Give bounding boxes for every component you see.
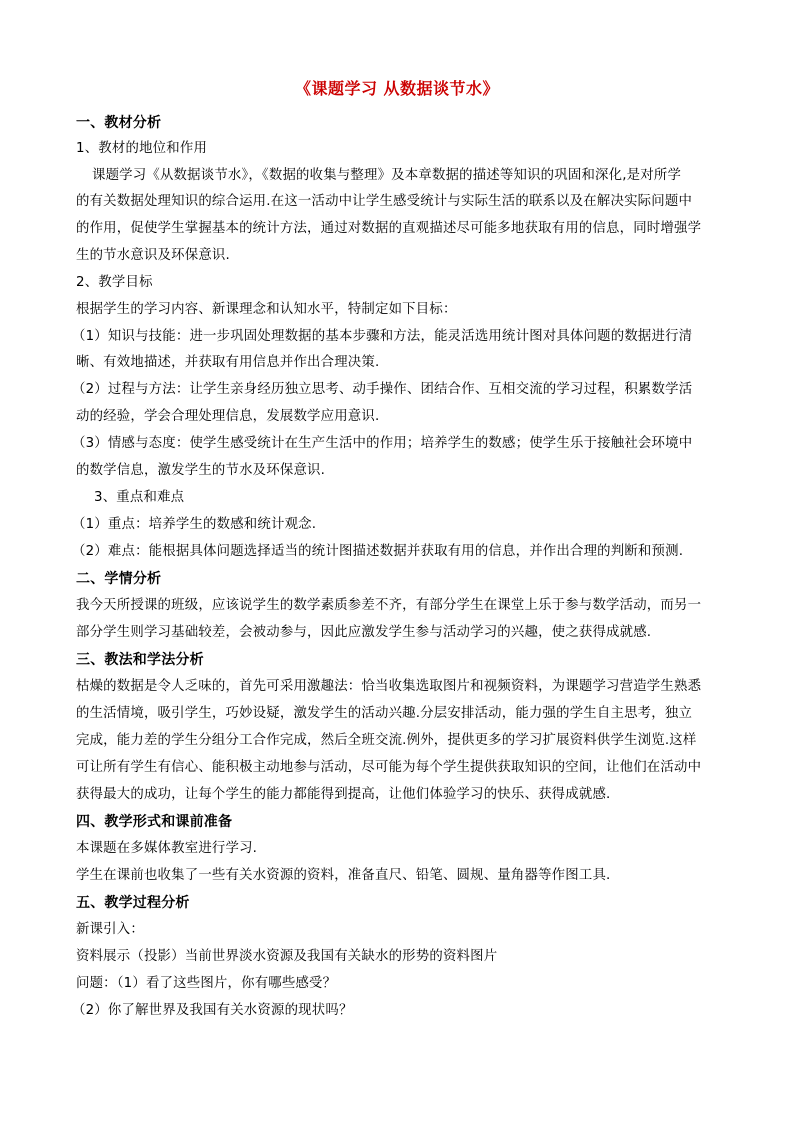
question-line: 问题：（1）看了这些图片，你有哪些感受？ <box>76 976 337 991</box>
goal-line: 的数学信息，激发学生的节水及环保意识. <box>76 463 326 478</box>
section-heading-4: 四、教学形式和课前准备 <box>76 814 233 830</box>
paragraph-line: 课题学习《从数据谈节水》，《数据的收集与整理》及本章数据的描述等知识的巩固和深化,是对所学 <box>92 168 682 183</box>
subheading-1-3: 3、重点和难点 <box>94 490 185 505</box>
section-heading-3: 三、教法和学法分析 <box>76 652 204 668</box>
goal-line: 动的经验，学会合理处理信息，发展数学应用意识. <box>76 409 380 424</box>
paragraph-line: 根据学生的学习内容、新课理念和认知水平，特制定如下目标： <box>76 302 457 317</box>
section-heading-2: 二、学情分析 <box>76 571 162 587</box>
paragraph-line: 的有关数据处理知识的综合运用.在这一活动中让学生感受统计与实际生活的联系以及在解决实际问题中 <box>76 194 693 209</box>
question-line: （2）你了解世界及我国有关水资源的现状吗？ <box>72 1003 353 1018</box>
subheading-1-2: 2、教学目标 <box>76 275 153 290</box>
paragraph-line: 资料展示（投影）当前世界淡水资源及我国有关缺水的形势的资料图片 <box>76 949 498 964</box>
goal-line: 晰、有效地描述，并获取有用信息并作出合理决策. <box>76 355 380 370</box>
paragraph-line: 的生活情境，吸引学生，巧妙设疑，激发学生的活动兴趣.分层安排活动，能力强的学生自主思考，独立 <box>76 706 693 721</box>
paragraph-line: 本课题在多媒体教室进行学习. <box>76 841 258 856</box>
paragraph-line: 我今天所授课的班级，应该说学生的数学素质参差不齐，有部分学生在课堂上乐于参与数学活动，而另一 <box>76 598 702 613</box>
paragraph-line: 部分学生则学习基础较差，会被动参与，因此应激发学生参与活动学习的兴趣，使之获得成就感. <box>76 625 652 640</box>
paragraph-line: 可让所有学生有信心、能积极主动地参与活动，尽可能为每个学生提供获取知识的空间，让他们在活动中 <box>76 760 702 775</box>
paragraph-line: 生的节水意识及环保意识. <box>76 248 230 263</box>
goal-line: （3）情感与态度：使学生感受统计在生产生活中的作用；培养学生的数感；使学生乐于接触社会环境中 <box>72 436 693 451</box>
goal-line: （2）过程与方法：让学生亲身经历独立思考、动手操作、团结合作、互相交流的学习过程，积累数学活 <box>72 382 693 397</box>
section-heading-5: 五、教学过程分析 <box>76 895 190 911</box>
paragraph-line: 学生在课前也收集了一些有关水资源的资料，准备直尺、铅笔、圆规、量角器等作图工具. <box>76 868 611 883</box>
paragraph-line: 的作用，促使学生掌握基本的统计方法，通过对数据的直观描述尽可能多地获取有用的信息，同时增强学 <box>76 221 702 236</box>
paragraph-line: 新课引入： <box>76 922 144 937</box>
goal-line: （1）知识与技能：进一步巩固处理数据的基本步骤和方法，能灵活选用统计图对具体问题的数据进行清 <box>72 329 693 344</box>
section-heading-1: 一、教材分析 <box>76 115 162 131</box>
document-title: 《课题学习 从数据谈节水》 <box>294 79 500 98</box>
paragraph-line: 枯燥的数据是令人乏味的，首先可采用激趣法：恰当收集选取图片和视频资料，为课题学习营造学生熟悉 <box>76 679 702 694</box>
key-point-line: （2）难点：能根据具体问题选择适当的统计图描述数据并获取有用的信息，并作出合理的判断和预测. <box>72 544 684 559</box>
paragraph-line: 获得最大的成功，让每个学生的能力都能得到提高，让他们体验学习的快乐、获得成就感. <box>76 787 611 802</box>
paragraph-line: 完成，能力差的学生分组分工合作完成，然后全班交流.例外，提供更多的学习扩展资料供学生浏览.这样 <box>76 733 697 748</box>
subheading-1-1: 1、教材的地位和作用 <box>76 141 208 156</box>
key-point-line: （1）重点：培养学生的数感和统计观念. <box>72 517 317 532</box>
